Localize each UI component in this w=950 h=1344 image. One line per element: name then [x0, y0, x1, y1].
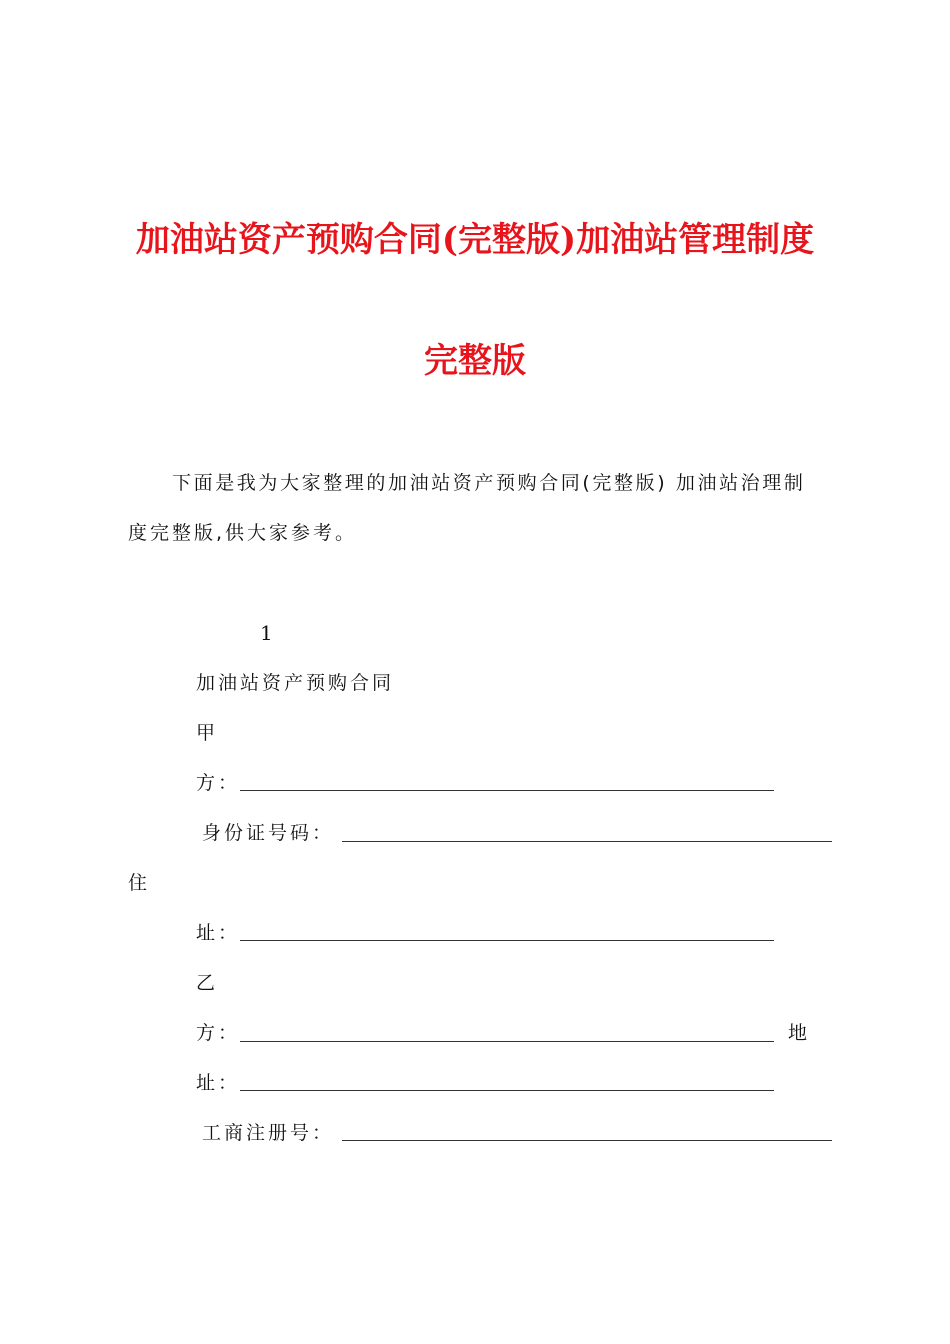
document-title-line1: 加油站资产预购合同(完整版)加油站管理制度 — [135, 220, 815, 260]
document-title-line2: 完整版 — [424, 341, 526, 381]
party-b-address-label-char1: 地 — [788, 1022, 811, 1044]
id-number-blank-line — [342, 841, 832, 842]
party-b-blank-line — [240, 1041, 774, 1042]
party-b-label-char2: 方： — [196, 1022, 241, 1044]
party-b-label-char1: 乙 — [196, 972, 219, 994]
business-registration-blank-line — [342, 1140, 832, 1141]
party-a-blank-line — [240, 790, 774, 791]
residence-label-char2: 址： — [196, 922, 241, 944]
party-b-address-blank-line — [240, 1090, 774, 1091]
residence-label-char1: 住 — [128, 872, 151, 894]
intro-paragraph-line2: 度完整版,供大家参考。 — [128, 522, 358, 544]
party-b-address-label-char2: 址： — [196, 1072, 241, 1094]
residence-blank-line — [240, 940, 774, 941]
intro-paragraph-line1: 下面是我为大家整理的加油站资产预购合同(完整版) 加油站治理制 — [172, 472, 806, 494]
party-a-label-char1: 甲 — [196, 722, 219, 744]
party-a-label-char2: 方： — [196, 772, 241, 794]
contract-title: 加油站资产预购合同 — [196, 672, 395, 694]
id-number-label: 身份证号码： — [202, 822, 335, 844]
business-registration-label: 工商注册号： — [202, 1122, 335, 1144]
section-number: 1 — [260, 621, 273, 645]
